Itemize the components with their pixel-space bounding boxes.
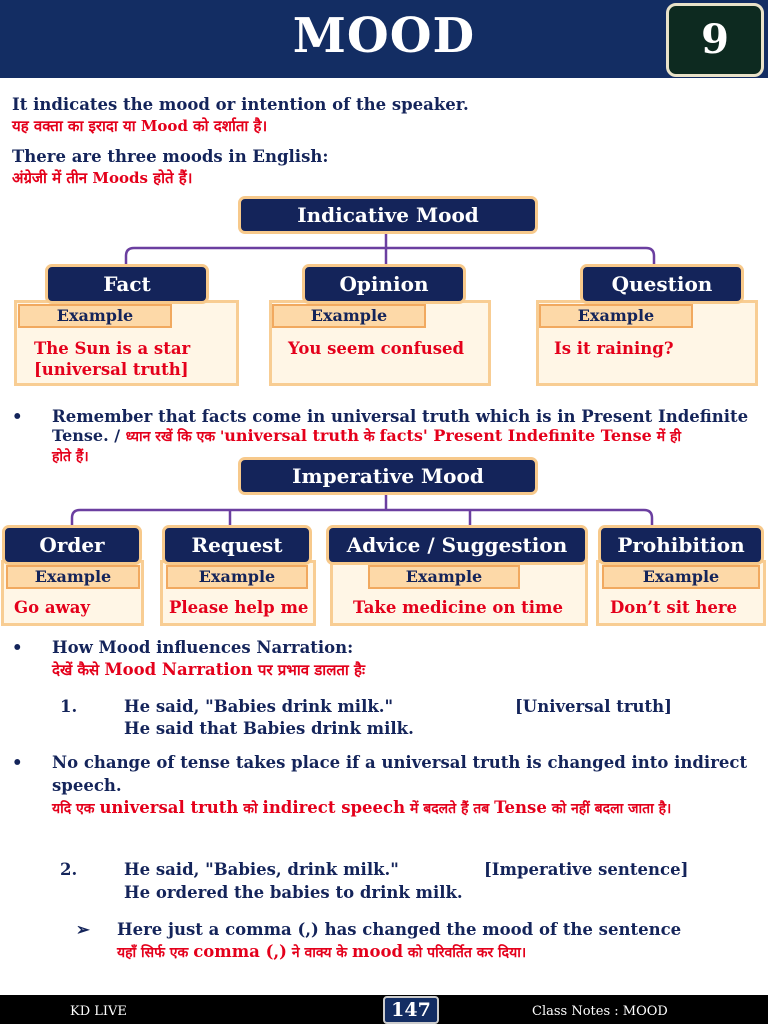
page-title: MOOD	[292, 8, 476, 64]
order-box: Order	[2, 525, 142, 565]
order-example: Go away	[14, 598, 91, 617]
fact-example-line1: The Sun is a star	[34, 339, 191, 358]
fact-example-line2: [universal truth]	[34, 360, 189, 379]
remember-bullet: •	[12, 407, 23, 426]
order-example-tag: Example	[6, 565, 140, 589]
imperative-mood-box: Imperative Mood	[238, 457, 538, 495]
fact-example-tag: Example	[18, 304, 172, 328]
question-example-tag: Example	[539, 304, 693, 328]
indicative-mood-box: Indicative Mood	[238, 196, 538, 234]
three-moods-hindi: अंग्रेजी में तीन Moods होते हैं।	[12, 169, 193, 187]
example2-indirect: He ordered the babies to drink milk.	[124, 883, 463, 902]
no-change-bullet: •	[12, 753, 23, 772]
question-box: Question	[580, 264, 744, 304]
intro-english: It indicates the mood or intention of the speaker.	[12, 95, 469, 114]
narration-bullet: •	[12, 638, 23, 657]
remember-line1: Remember that facts come in universal truth which is in Present Indefinite	[52, 407, 749, 426]
example1-number: 1.	[60, 697, 78, 716]
comma-note-hindi: यहाँ सिर्फ एक comma (,) ने वाक्य के mood को परिवर्तित कर दिया।	[117, 942, 527, 961]
narration-hindi: देखें कैसे Mood Narration पर प्रभाव डालता हैः	[52, 660, 366, 679]
arrow-bullet-icon: ➢	[76, 920, 90, 939]
narration-heading: How Mood influences Narration:	[52, 638, 354, 657]
prohibition-example-tag: Example	[602, 565, 760, 589]
opinion-example-tag: Example	[272, 304, 426, 328]
request-example: Please help me	[169, 598, 309, 617]
question-example-line1: Is it raining?	[554, 339, 674, 358]
example2-direct: He said, "Babies, drink milk."	[124, 860, 399, 879]
intro-hindi: यह वक्ता का इरादा या Mood को दर्शाता है।	[12, 117, 268, 135]
opinion-example-line1: You seem confused	[288, 339, 465, 358]
advice-suggestion-box: Advice / Suggestion	[326, 525, 588, 565]
opinion-box: Opinion	[302, 264, 466, 304]
remember-line3: होते हैं।	[52, 449, 89, 465]
no-change-line2: speech.	[52, 776, 122, 795]
prohibition-box: Prohibition	[598, 525, 764, 565]
request-box: Request	[162, 525, 312, 565]
remember-line2: Tense. / ध्यान रखें कि एक 'universal truth के facts' Present Indefinite Tense में ही	[52, 426, 682, 445]
footer-brand: KD LIVE	[70, 1004, 127, 1019]
chapter-number-badge: 9	[666, 3, 764, 77]
prohibition-example: Don’t sit here	[610, 598, 738, 617]
example1-tag: [Universal truth]	[515, 697, 672, 716]
no-change-hindi: यदि एक universal truth को indirect speech में बदलते हैं तब Tense को नहीं बदला जाता है।	[52, 798, 672, 817]
advice-example-tag: Example	[368, 565, 520, 589]
comma-note-english: Here just a comma (,) has changed the mood of the sentence	[117, 920, 682, 939]
page-number: 147	[383, 996, 439, 1024]
example1-direct: He said, "Babies drink milk."	[124, 697, 394, 716]
request-example-tag: Example	[166, 565, 308, 589]
three-moods-english: There are three moods in English:	[12, 147, 329, 166]
example2-tag: [Imperative sentence]	[484, 860, 689, 879]
fact-box: Fact	[45, 264, 209, 304]
advice-example: Take medicine on time	[353, 598, 563, 617]
no-change-line1: No change of tense takes place if a universal truth is changed into indirect	[52, 753, 748, 772]
footer-class-notes: Class Notes : MOOD	[532, 1004, 668, 1019]
example2-number: 2.	[60, 860, 78, 879]
example1-indirect: He said that Babies drink milk.	[124, 719, 414, 738]
